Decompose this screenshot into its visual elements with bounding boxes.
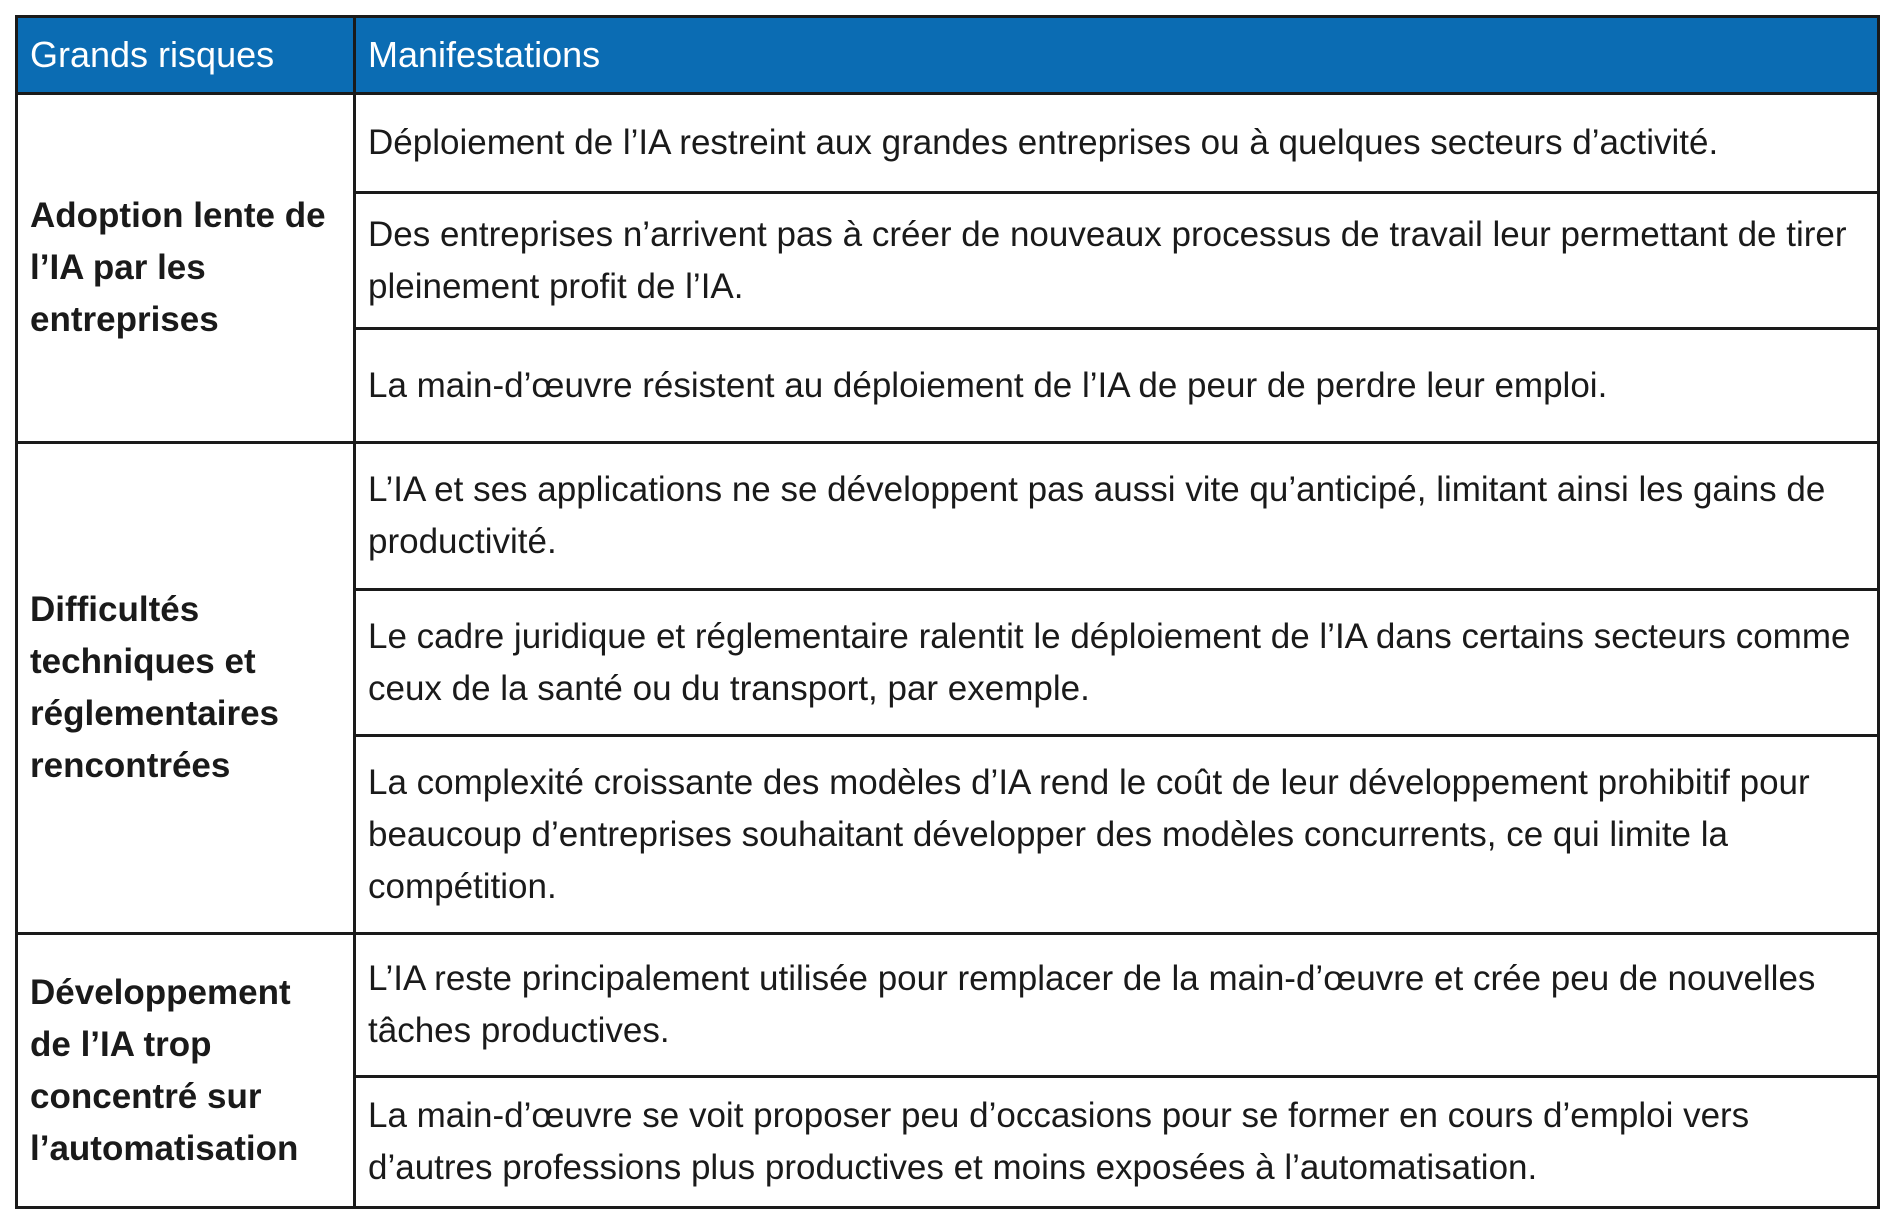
manifestation-cell: Déploiement de l’IA restreint aux grandes entreprises ou à quelques secteurs d’activité. xyxy=(355,94,1879,193)
manifestation-cell: Des entreprises n’arrivent pas à créer de nouveaux processus de travail leur permettant de tirer pleinement profit de l’IA. xyxy=(355,193,1879,329)
risks-table-container xyxy=(15,15,1877,1209)
table-header-row xyxy=(17,17,1879,94)
header-manifestations: Manifestations xyxy=(355,17,1879,94)
table-row xyxy=(17,934,1879,1077)
table-row xyxy=(17,443,1879,590)
manifestation-cell: Le cadre juridique et réglementaire ralentit le déploiement de l’IA dans certains secteurs comme ceux de la santé ou du transport, par exemple. xyxy=(355,590,1879,736)
risk-cell-difficultes: Difficultés techniques et réglementaires rencontrées xyxy=(17,443,355,934)
table-row xyxy=(17,94,1879,193)
manifestation-cell: La main-d’œuvre résistent au déploiement de l’IA de peur de perdre leur emploi. xyxy=(355,329,1879,443)
risks-table xyxy=(15,15,1880,1209)
manifestation-cell: L’IA et ses applications ne se développent pas aussi vite qu’anticipé, limitant ainsi les gains de productivité. xyxy=(355,443,1879,590)
manifestation-cell: La complexité croissante des modèles d’IA rend le coût de leur développement prohibitif pour beaucoup d’entreprises souhaitant développer des modèles concurrents, ce qui limite la compétition. xyxy=(355,736,1879,934)
risk-cell-automatisation: Développement de l’IA trop concentré sur l’automatisation xyxy=(17,934,355,1208)
risk-cell-adoption-lente: Adoption lente de l’IA par les entreprises xyxy=(17,94,355,443)
manifestation-cell: L’IA reste principalement utilisée pour remplacer de la main-d’œuvre et crée peu de nouvelles tâches productives. xyxy=(355,934,1879,1077)
manifestation-cell: La main-d’œuvre se voit proposer peu d’occasions pour se former en cours d’emploi vers d’autres professions plus productives et moins exposées à l’automatisation. xyxy=(355,1077,1879,1208)
header-grands-risques: Grands risques xyxy=(17,17,355,94)
